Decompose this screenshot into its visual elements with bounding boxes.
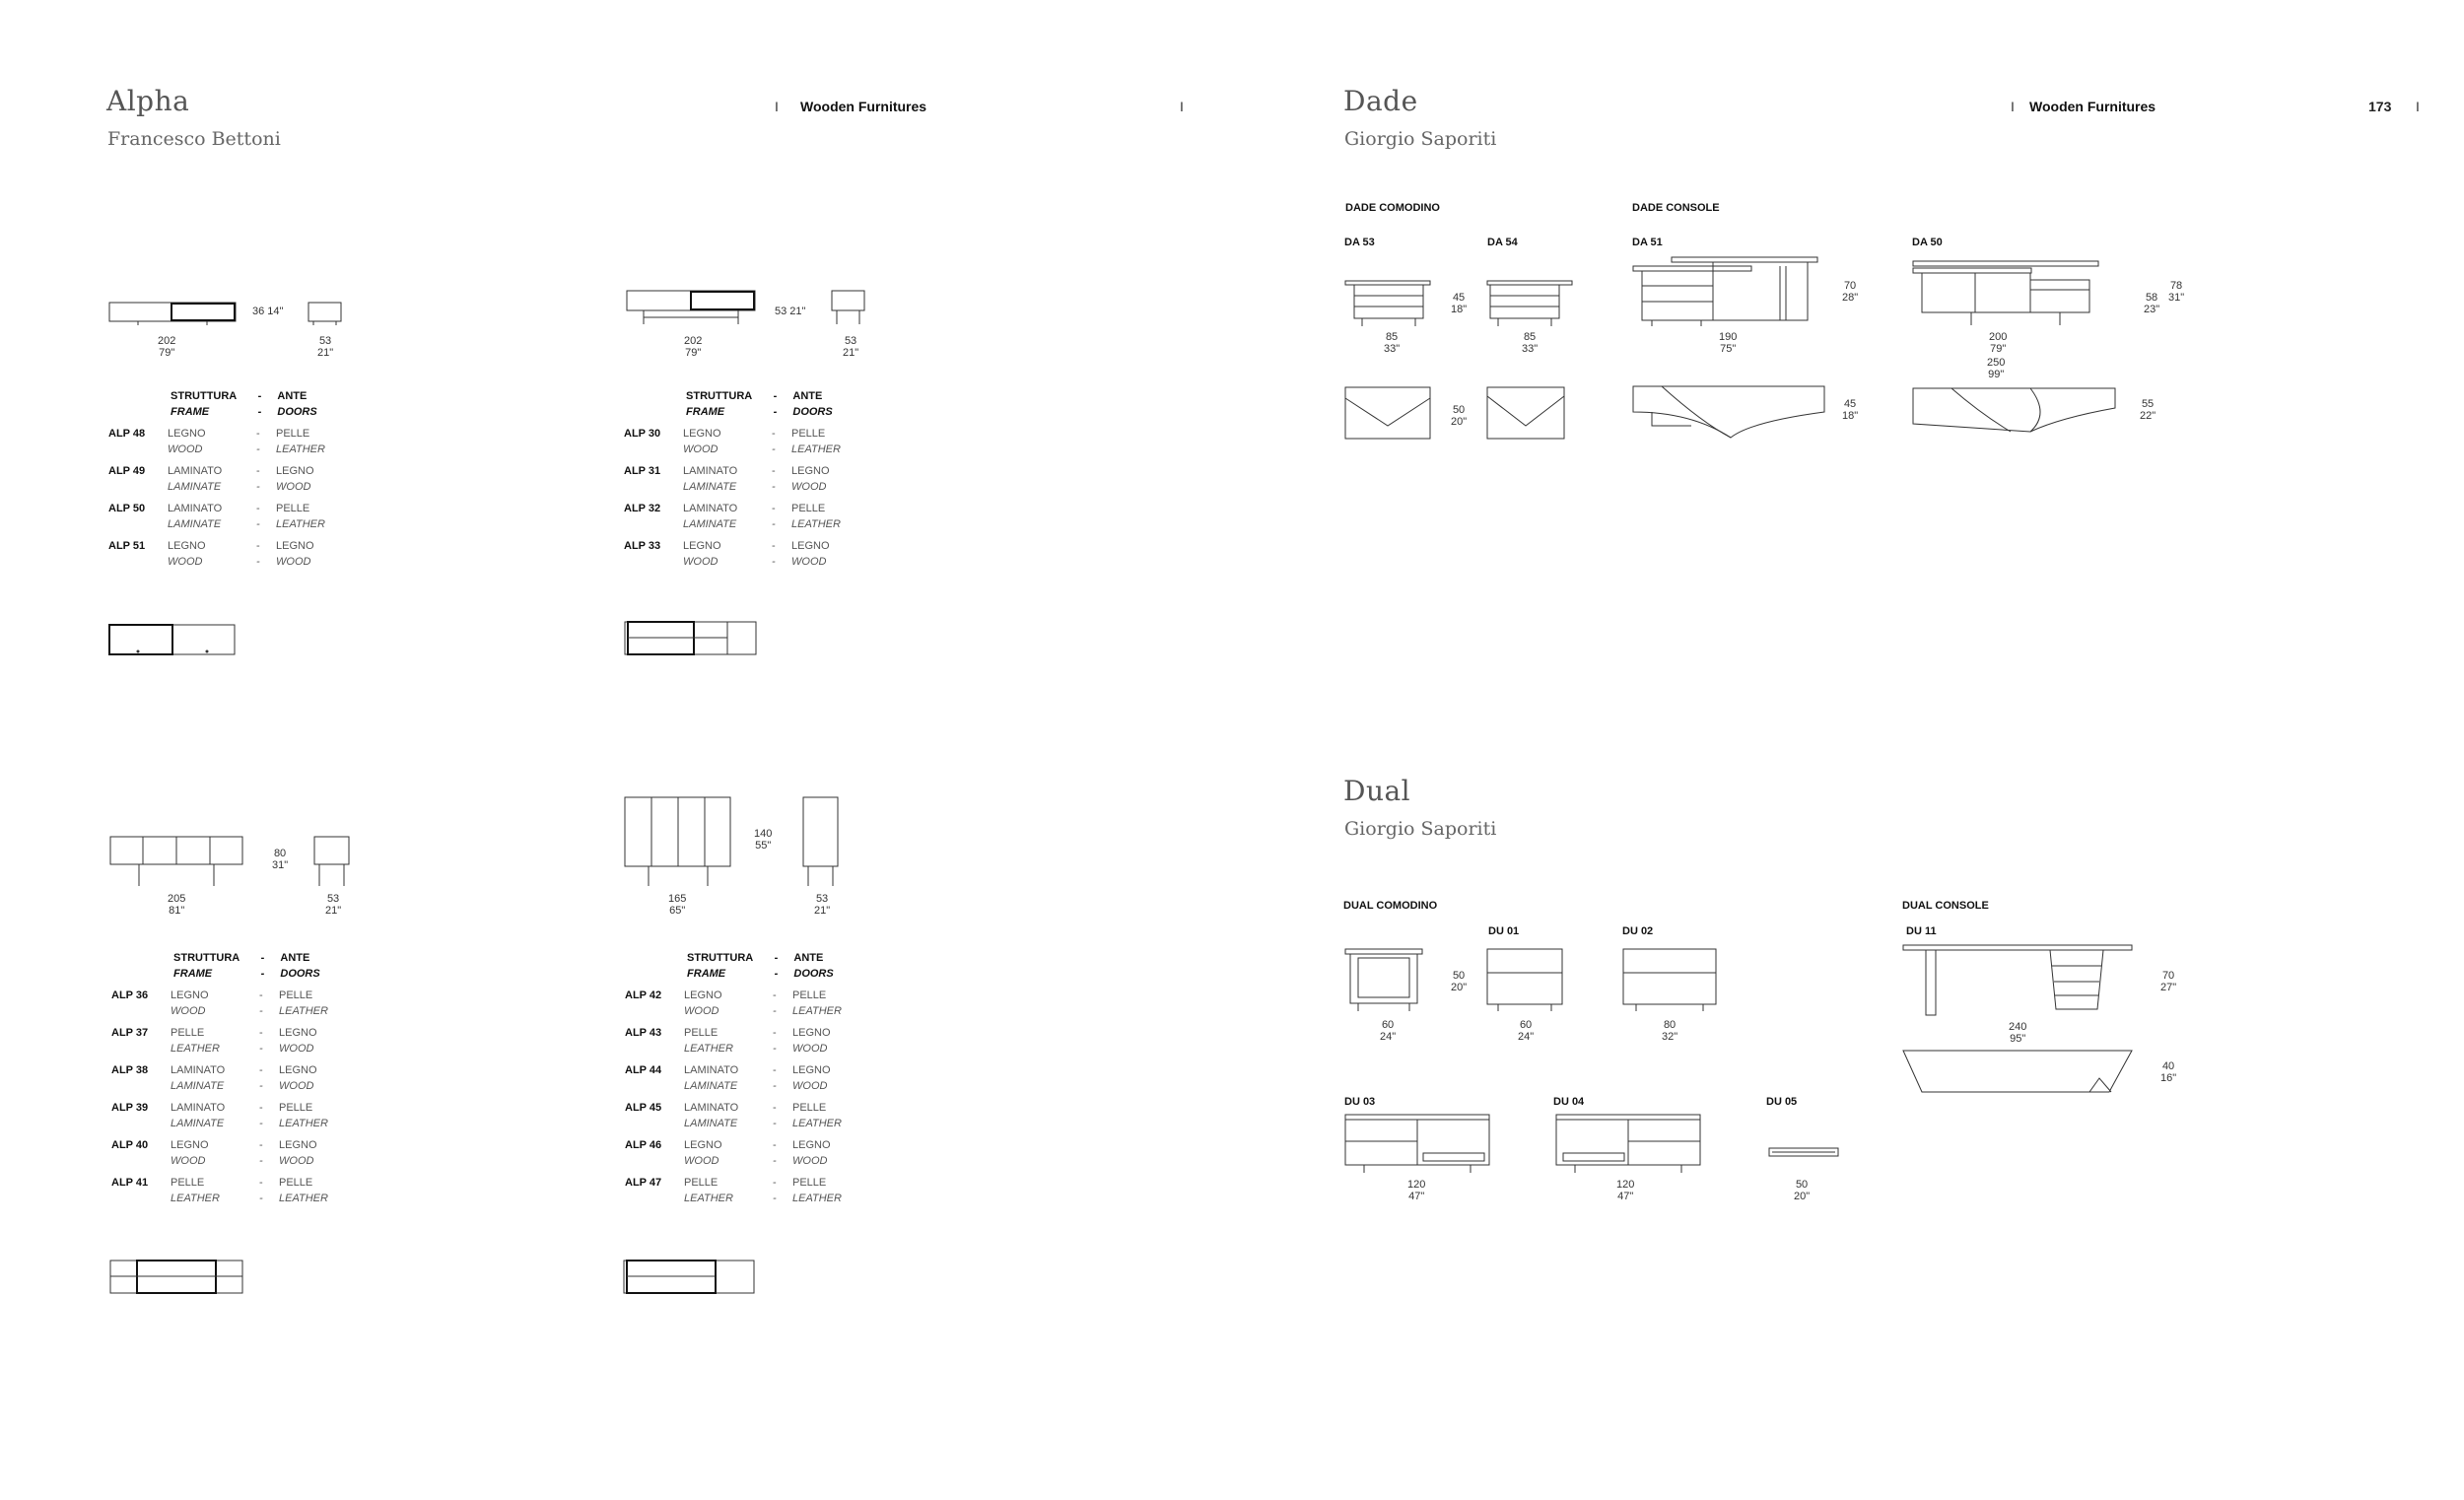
frame-material: LEATHER xyxy=(171,1193,220,1204)
doors-material: PELLE xyxy=(276,503,310,514)
alp48-height: 36 14" xyxy=(252,306,284,317)
dual-designer: Giorgio Saporiti xyxy=(1344,818,1497,840)
doors-material: PELLE xyxy=(279,1177,313,1189)
alpha-spec-table-4: STRUTTURA - ANTE FRAME - DOORS ALP 42 LEGNO - PELLE WOOD - LEATHER ALP 43 PELLE - LEGNO LEATHER - WOOD ALP 44 LAMINATO - LEGNO LAMINATE - WOOD ALP 45 LAMINATO - PELLE LAMINATE - LEATHER ALP 46 LEGNO - LEGNO WOOD - WOOD ALP 47 PELLE - PELLE LEATHER - LEATHER xyxy=(625,952,881,1208)
spec-row xyxy=(111,1177,368,1208)
header-category: Wooden Furnitures xyxy=(2029,99,2156,114)
alp36-depth: 53 21" xyxy=(325,893,342,917)
alp36-top-view xyxy=(109,1260,243,1294)
spec-code: ALP 30 xyxy=(624,428,661,440)
du05-width: 50 20" xyxy=(1794,1179,1811,1202)
spec-dash: - xyxy=(256,503,260,514)
frame-material: PELLE xyxy=(171,1027,205,1039)
spec-dash: - xyxy=(773,1177,777,1189)
frame-material: LAMINATE xyxy=(683,518,737,530)
spec-dash: - xyxy=(259,1102,263,1114)
spec-code: ALP 46 xyxy=(625,1139,662,1151)
spec-code: ALP 39 xyxy=(111,1102,149,1114)
doors-material: PELLE xyxy=(792,1102,827,1114)
spec-dash: - xyxy=(773,1155,777,1167)
da50-height-1: 58 23" xyxy=(2144,292,2160,315)
dual-comodino-label: DUAL COMODINO xyxy=(1343,900,1438,912)
da54-top-view xyxy=(1486,386,1565,440)
da51-height: 70 28" xyxy=(1842,280,1859,304)
da50-front-drawing xyxy=(1912,260,2099,327)
doors-material: LEATHER xyxy=(792,1118,842,1129)
spec-row xyxy=(625,1139,881,1171)
spec-dash: - xyxy=(772,428,776,440)
du01-code: DU 01 xyxy=(1488,925,1520,937)
alp36-width: 205 81" xyxy=(168,893,186,917)
frame-material: LEGNO xyxy=(171,989,209,1001)
spec-code: ALP 32 xyxy=(624,503,661,514)
du04-code: DU 04 xyxy=(1553,1096,1585,1108)
doors-material: PELLE xyxy=(791,503,826,514)
frame-material: WOOD xyxy=(684,1005,719,1017)
da50-width: 200 79" xyxy=(1989,331,2008,355)
spec-dash: - xyxy=(256,540,260,552)
doors-material: LEATHER xyxy=(276,443,325,455)
spec-dash: - xyxy=(259,1139,263,1151)
spec-row xyxy=(108,540,365,572)
du00-height: 50 20" xyxy=(1451,970,1468,993)
dual-title: Dual xyxy=(1343,775,1411,807)
du11-top-view xyxy=(1902,1049,2133,1096)
spec-code: ALP 47 xyxy=(625,1177,662,1189)
spec-dash: - xyxy=(259,1177,263,1189)
spec-dash: - xyxy=(259,1155,263,1167)
dade-console-label: DADE CONSOLE xyxy=(1632,202,1720,214)
spec-dash: - xyxy=(773,989,777,1001)
doors-material: LEATHER xyxy=(791,443,841,455)
alp42-depth: 53 21" xyxy=(814,893,831,917)
frame-material: LEGNO xyxy=(684,1139,722,1151)
da53-code: DA 53 xyxy=(1344,237,1375,248)
frame-material: WOOD xyxy=(683,443,719,455)
header-separator: I xyxy=(2011,99,2015,114)
spec-code: ALP 42 xyxy=(625,989,662,1001)
du04-drawing xyxy=(1555,1114,1701,1175)
dade-title: Dade xyxy=(1343,85,1418,117)
spec-code: ALP 51 xyxy=(108,540,146,552)
da51-width: 190 75" xyxy=(1719,331,1738,355)
spec-row xyxy=(625,989,881,1021)
alp42-top-view xyxy=(623,1260,755,1294)
frame-material: LAMINATE xyxy=(171,1080,225,1092)
du01-width: 60 24" xyxy=(1518,1019,1535,1043)
alp36-side-drawing xyxy=(313,836,351,887)
doors-material: WOOD xyxy=(791,556,827,568)
alpha-spec-table-2: STRUTTURA - ANTE FRAME - DOORS ALP 30 LEGNO - PELLE WOOD - LEATHER ALP 31 LAMINATO - LEGNO LAMINATE - WOOD ALP 32 LAMINATO - PELLE LAMINATE - LEATHER ALP 33 LEGNO - LEGNO WOOD - WOOD xyxy=(624,390,880,572)
du04-width: 120 47" xyxy=(1616,1179,1635,1202)
doors-material: LEGNO xyxy=(279,1139,317,1151)
frame-material: LAMINATO xyxy=(168,503,223,514)
spec-row xyxy=(108,465,365,497)
frame-material: PELLE xyxy=(171,1177,205,1189)
alp42-width: 165 65" xyxy=(668,893,687,917)
doors-material: LEATHER xyxy=(791,518,841,530)
alp36-front-drawing xyxy=(109,836,243,887)
alp30-height: 53 21" xyxy=(775,306,806,317)
du11-width: 240 95" xyxy=(2009,1021,2027,1045)
du11-drawing xyxy=(1902,944,2133,1017)
spec-code: ALP 50 xyxy=(108,503,146,514)
doors-material: WOOD xyxy=(792,1080,828,1092)
frame-material: WOOD xyxy=(684,1155,719,1167)
header-separator: I xyxy=(775,99,779,114)
spec-row xyxy=(625,1102,881,1133)
spec-dash: - xyxy=(773,1139,777,1151)
spec-code: ALP 41 xyxy=(111,1177,149,1189)
du11-depth: 40 16" xyxy=(2160,1060,2177,1084)
spec-row xyxy=(111,1102,368,1133)
spec-row xyxy=(111,1139,368,1171)
frame-material: LAMINATE xyxy=(684,1118,738,1129)
spec-dash: - xyxy=(256,481,260,493)
spec-code: ALP 45 xyxy=(625,1102,662,1114)
du02-drawing xyxy=(1622,948,1719,1013)
spec-dash: - xyxy=(773,1005,777,1017)
spec-row xyxy=(625,1027,881,1058)
header-category: Wooden Furnitures xyxy=(800,99,927,114)
spec-code: ALP 48 xyxy=(108,428,146,440)
alp30-top-view xyxy=(624,621,757,655)
da53-depth: 50 20" xyxy=(1451,404,1468,428)
doors-material: PELLE xyxy=(792,989,827,1001)
frame-material: LAMINATE xyxy=(168,481,222,493)
frame-material: PELLE xyxy=(684,1027,719,1039)
alp30-side-drawing xyxy=(831,290,866,325)
doors-material: WOOD xyxy=(276,556,311,568)
da53-width: 85 33" xyxy=(1384,331,1401,355)
doors-material: PELLE xyxy=(279,989,313,1001)
doors-material: LEATHER xyxy=(792,1005,842,1017)
doors-material: LEGNO xyxy=(279,1027,317,1039)
spec-code: ALP 36 xyxy=(111,989,149,1001)
frame-material: LEGNO xyxy=(171,1139,209,1151)
da54-code: DA 54 xyxy=(1487,237,1518,248)
frame-material: LAMINATO xyxy=(171,1102,226,1114)
alpha-title: Alpha xyxy=(106,85,190,117)
doors-material: WOOD xyxy=(279,1080,314,1092)
header-separator: I xyxy=(2416,99,2420,114)
spec-code: ALP 31 xyxy=(624,465,661,477)
doors-material: LEGNO xyxy=(792,1027,831,1039)
alp48-front-drawing xyxy=(108,302,237,325)
dade-designer: Giorgio Saporiti xyxy=(1344,128,1497,150)
frame-material: LAMINATE xyxy=(684,1080,738,1092)
spec-dash: - xyxy=(259,1064,263,1076)
alp30-front-drawing xyxy=(626,290,756,325)
doors-material: LEATHER xyxy=(279,1118,328,1129)
page-number: 173 xyxy=(2368,99,2392,114)
alp36-height: 80 31" xyxy=(272,848,289,871)
frame-material: WOOD xyxy=(171,1005,206,1017)
spec-code: ALP 49 xyxy=(108,465,146,477)
spec-row xyxy=(624,503,880,534)
frame-material: LAMINATO xyxy=(683,465,738,477)
spec-dash: - xyxy=(256,428,260,440)
spec-row xyxy=(108,428,365,459)
doors-material: LEGNO xyxy=(792,1064,831,1076)
spec-dash: - xyxy=(772,465,776,477)
doors-material: WOOD xyxy=(276,481,311,493)
da51-top-view xyxy=(1632,382,1825,440)
da51-front-drawing xyxy=(1632,256,1819,327)
doors-material: LEGNO xyxy=(279,1064,317,1076)
doors-material: PELLE xyxy=(791,428,826,440)
doors-material: LEATHER xyxy=(792,1193,842,1204)
alp48-width: 202 79" xyxy=(158,335,176,359)
frame-material: LEATHER xyxy=(684,1193,733,1204)
spec-dash: - xyxy=(772,503,776,514)
da51-depth: 45 18" xyxy=(1842,398,1859,422)
spec-dash: - xyxy=(773,1043,777,1055)
da53-height: 45 18" xyxy=(1451,292,1468,315)
spec-row xyxy=(625,1177,881,1208)
spec-dash: - xyxy=(259,989,263,1001)
da54-width: 85 33" xyxy=(1522,331,1539,355)
doors-material: WOOD xyxy=(792,1043,828,1055)
frame-material: LEATHER xyxy=(684,1043,733,1055)
right-page xyxy=(1232,0,2464,1500)
doors-material: LEGNO xyxy=(791,540,830,552)
spec-dash: - xyxy=(773,1027,777,1039)
du11-code: DU 11 xyxy=(1906,925,1937,937)
spec-row xyxy=(108,503,365,534)
spec-row xyxy=(624,428,880,459)
du05-code: DU 05 xyxy=(1766,1096,1798,1108)
alp42-height: 140 55" xyxy=(754,828,773,852)
spec-dash: - xyxy=(259,1027,263,1039)
spec-dash: - xyxy=(256,556,260,568)
frame-material: LAMINATO xyxy=(684,1102,739,1114)
spec-row xyxy=(624,465,880,497)
du03-drawing xyxy=(1344,1114,1490,1175)
doors-material: WOOD xyxy=(279,1043,314,1055)
frame-material: LEGNO xyxy=(684,989,722,1001)
alp30-depth: 53 21" xyxy=(843,335,859,359)
spec-dash: - xyxy=(259,1005,263,1017)
dade-comodino-label: DADE COMODINO xyxy=(1345,202,1440,214)
du03-code: DU 03 xyxy=(1344,1096,1376,1108)
du05-drawing xyxy=(1768,1147,1839,1161)
du01-drawing xyxy=(1486,948,1565,1013)
dual-comodino-drawing xyxy=(1344,948,1423,1013)
spec-dash: - xyxy=(256,443,260,455)
du02-width: 80 32" xyxy=(1662,1019,1678,1043)
alpha-designer: Francesco Bettoni xyxy=(107,128,281,150)
da50-code: DA 50 xyxy=(1912,237,1943,248)
dual-console-label: DUAL CONSOLE xyxy=(1902,900,1989,912)
spec-dash: - xyxy=(772,518,776,530)
doors-material: LEATHER xyxy=(276,518,325,530)
du03-width: 120 47" xyxy=(1407,1179,1426,1202)
spec-dash: - xyxy=(256,465,260,477)
spec-code: ALP 37 xyxy=(111,1027,149,1039)
spec-row xyxy=(624,540,880,572)
doors-material: LEGNO xyxy=(791,465,830,477)
spec-dash: - xyxy=(259,1118,263,1129)
frame-material: WOOD xyxy=(683,556,719,568)
alp42-front-drawing xyxy=(624,796,732,887)
spec-row xyxy=(111,989,368,1021)
du11-height: 70 27" xyxy=(2160,970,2177,993)
spec-dash: - xyxy=(256,518,260,530)
spec-dash: - xyxy=(772,481,776,493)
spec-dash: - xyxy=(773,1064,777,1076)
spec-code: ALP 33 xyxy=(624,540,661,552)
da51-code: DA 51 xyxy=(1632,237,1663,248)
da54-front-drawing xyxy=(1486,280,1573,327)
spec-code: ALP 40 xyxy=(111,1139,149,1151)
spec-dash: - xyxy=(773,1080,777,1092)
spec-dash: - xyxy=(773,1193,777,1204)
du02-code: DU 02 xyxy=(1622,925,1654,937)
frame-material: LAMINATE xyxy=(683,481,737,493)
spec-dash: - xyxy=(259,1080,263,1092)
alp30-width: 202 79" xyxy=(684,335,703,359)
frame-material: LAMINATE xyxy=(171,1118,225,1129)
da50-depth: 55 22" xyxy=(2140,398,2156,422)
frame-material: LAMINATO xyxy=(168,465,223,477)
da53-top-view xyxy=(1344,386,1431,440)
frame-material: WOOD xyxy=(168,556,203,568)
spec-dash: - xyxy=(773,1118,777,1129)
alp42-side-drawing xyxy=(802,796,840,887)
spec-code: ALP 43 xyxy=(625,1027,662,1039)
frame-material: LEGNO xyxy=(683,428,721,440)
da50-height-2: 78 31" xyxy=(2168,280,2185,304)
frame-material: LAMINATO xyxy=(684,1064,739,1076)
doors-material: LEGNO xyxy=(276,465,314,477)
da53-front-drawing xyxy=(1344,280,1431,327)
alp48-side-drawing xyxy=(308,302,343,325)
doors-material: LEGNO xyxy=(792,1139,831,1151)
da50-top-view xyxy=(1912,384,2117,436)
alpha-spec-table-3: STRUTTURA - ANTE FRAME - DOORS ALP 36 LEGNO - PELLE WOOD - LEATHER ALP 37 PELLE - LEGNO LEATHER - WOOD ALP 38 LAMINATO - LEGNO LAMINATE - WOOD ALP 39 LAMINATO - PELLE LAMINATE - LEATHER ALP 40 LEGNO - LEGNO WOOD - WOOD ALP 41 PELLE - PELLE LEATHER - LEATHER xyxy=(111,952,368,1208)
spec-code: ALP 44 xyxy=(625,1064,662,1076)
spec-row xyxy=(625,1064,881,1096)
frame-material: LEATHER xyxy=(171,1043,220,1055)
spec-dash: - xyxy=(772,540,776,552)
spec-dash: - xyxy=(259,1193,263,1204)
doors-material: WOOD xyxy=(792,1155,828,1167)
spec-row xyxy=(111,1027,368,1058)
frame-material: LEGNO xyxy=(168,540,206,552)
frame-material: LAMINATE xyxy=(168,518,222,530)
frame-material: LEGNO xyxy=(168,428,206,440)
da50-width-2: 250 99" xyxy=(1987,357,2006,380)
frame-material: LAMINATO xyxy=(171,1064,226,1076)
frame-material: PELLE xyxy=(684,1177,719,1189)
frame-material: LEGNO xyxy=(683,540,721,552)
alpha-spec-table-1: STRUTTURA - ANTE FRAME - DOORS ALP 48 LEGNO - PELLE WOOD - LEATHER ALP 49 LAMINATO - LEGNO LAMINATE - WOOD ALP 50 LAMINATO - PELLE LAMINATE - LEATHER ALP 51 LEGNO - LEGNO WOOD - WOOD xyxy=(108,390,365,572)
doors-material: WOOD xyxy=(791,481,827,493)
du00-width: 60 24" xyxy=(1380,1019,1397,1043)
spec-code: ALP 38 xyxy=(111,1064,149,1076)
doors-material: PELLE xyxy=(276,428,310,440)
doors-material: WOOD xyxy=(279,1155,314,1167)
frame-material: WOOD xyxy=(171,1155,206,1167)
frame-material: LAMINATO xyxy=(683,503,738,514)
spec-dash: - xyxy=(772,556,776,568)
spec-dash: - xyxy=(772,443,776,455)
spec-dash: - xyxy=(259,1043,263,1055)
alp48-top-view xyxy=(108,624,237,655)
spec-dash: - xyxy=(773,1102,777,1114)
doors-material: PELLE xyxy=(792,1177,827,1189)
alp48-depth: 53 21" xyxy=(317,335,334,359)
doors-material: LEATHER xyxy=(279,1193,328,1204)
spec-row xyxy=(111,1064,368,1096)
doors-material: LEGNO xyxy=(276,540,314,552)
doors-material: LEATHER xyxy=(279,1005,328,1017)
frame-material: WOOD xyxy=(168,443,203,455)
doors-material: PELLE xyxy=(279,1102,313,1114)
header-separator: I xyxy=(1180,99,1184,114)
